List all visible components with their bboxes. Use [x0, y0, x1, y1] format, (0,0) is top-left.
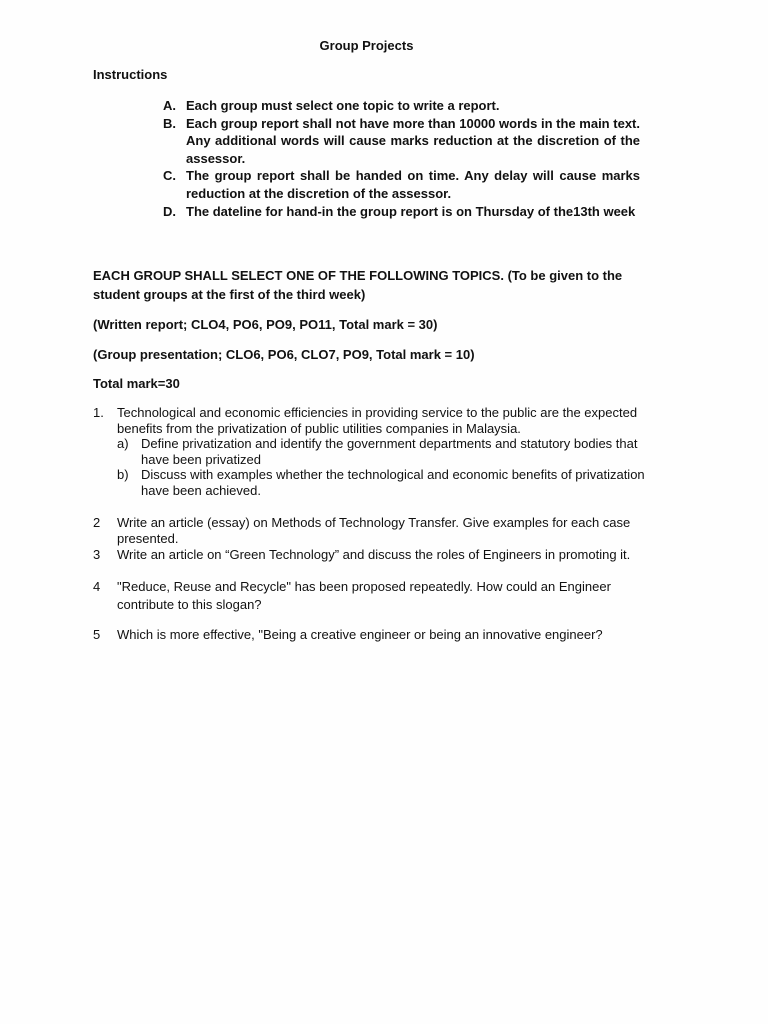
subtopic-text: Define privatization and identify the government departments and statutory bodies that have been privatized [141, 436, 638, 467]
topics-list [93, 405, 653, 644]
topic-number: 3 [93, 547, 101, 562]
topic-item [93, 546, 653, 564]
topic-item [93, 626, 653, 644]
instruction-item [163, 167, 640, 202]
subtopic-letter: a) [117, 436, 129, 451]
topic-text: Write an article on “Green Technology” and discuss the roles of Engineers in promoting it. [117, 547, 631, 562]
topic-number: 1. [93, 405, 104, 420]
topic-item [93, 515, 653, 546]
instruction-letter: D. [163, 203, 176, 219]
instruction-letter: C. [163, 168, 176, 184]
group-presentation-marks: (Group presentation; CLO6, PO6, CLO7, PO9, Total mark = 10) [93, 347, 475, 362]
instruction-letter: A. [163, 98, 176, 113]
instructions-heading: Instructions [93, 67, 168, 82]
instruction-text: Each group report shall not have more than 10000 words in the main text. Any additional words will cause marks reduction at the discretion of the assessor. [186, 115, 640, 166]
topic-text: Which is more effective, "Being a creative engineer or being an innovative engineer? [117, 627, 603, 642]
topic-number: 2 [93, 515, 101, 530]
instruction-text: Each group must select one topic to write a report. [186, 98, 500, 113]
total-mark: Total mark=30 [93, 376, 180, 391]
instruction-item [163, 97, 640, 115]
topic-number: 4 [93, 579, 101, 594]
topic-item [93, 578, 653, 614]
topics-heading: EACH GROUP SHALL SELECT ONE OF THE FOLLOWING TOPICS. (To be given to the student groups at the first of the third week) [93, 268, 623, 302]
instructions-list [163, 97, 640, 220]
instruction-item [163, 115, 640, 168]
topic-text: Write an article (essay) on Methods of Technology Transfer. Give examples for each case presented. [117, 515, 631, 546]
subtopic-text: Discuss with examples whether the technological and economic benefits of privatization have been achieved. [141, 467, 645, 498]
topic-number: 5 [93, 627, 101, 642]
topic-item [93, 405, 653, 498]
instruction-text: The group report shall be handed on time. Any delay will cause marks reduction at the discretion of the assessor. [186, 168, 640, 201]
instruction-item [163, 203, 640, 221]
topic-text: Technological and economic efficiencies in providing service to the public are the expected benefits from the privatization of public utilities companies in Malaysia. [117, 405, 638, 436]
instruction-letter: B. [163, 115, 176, 131]
instruction-text: The dateline for hand-in the group report is on Thursday of the13th week [186, 203, 636, 219]
subtopic-letter: b) [117, 467, 129, 482]
page-title: Group Projects [319, 38, 414, 53]
topic-text: "Reduce, Reuse and Recycle" has been proposed repeatedly. How could an Engineer contribute to this slogan? [117, 579, 611, 612]
written-report-marks: (Written report; CLO4, PO6, PO9, PO11, Total mark = 30) [93, 317, 438, 332]
